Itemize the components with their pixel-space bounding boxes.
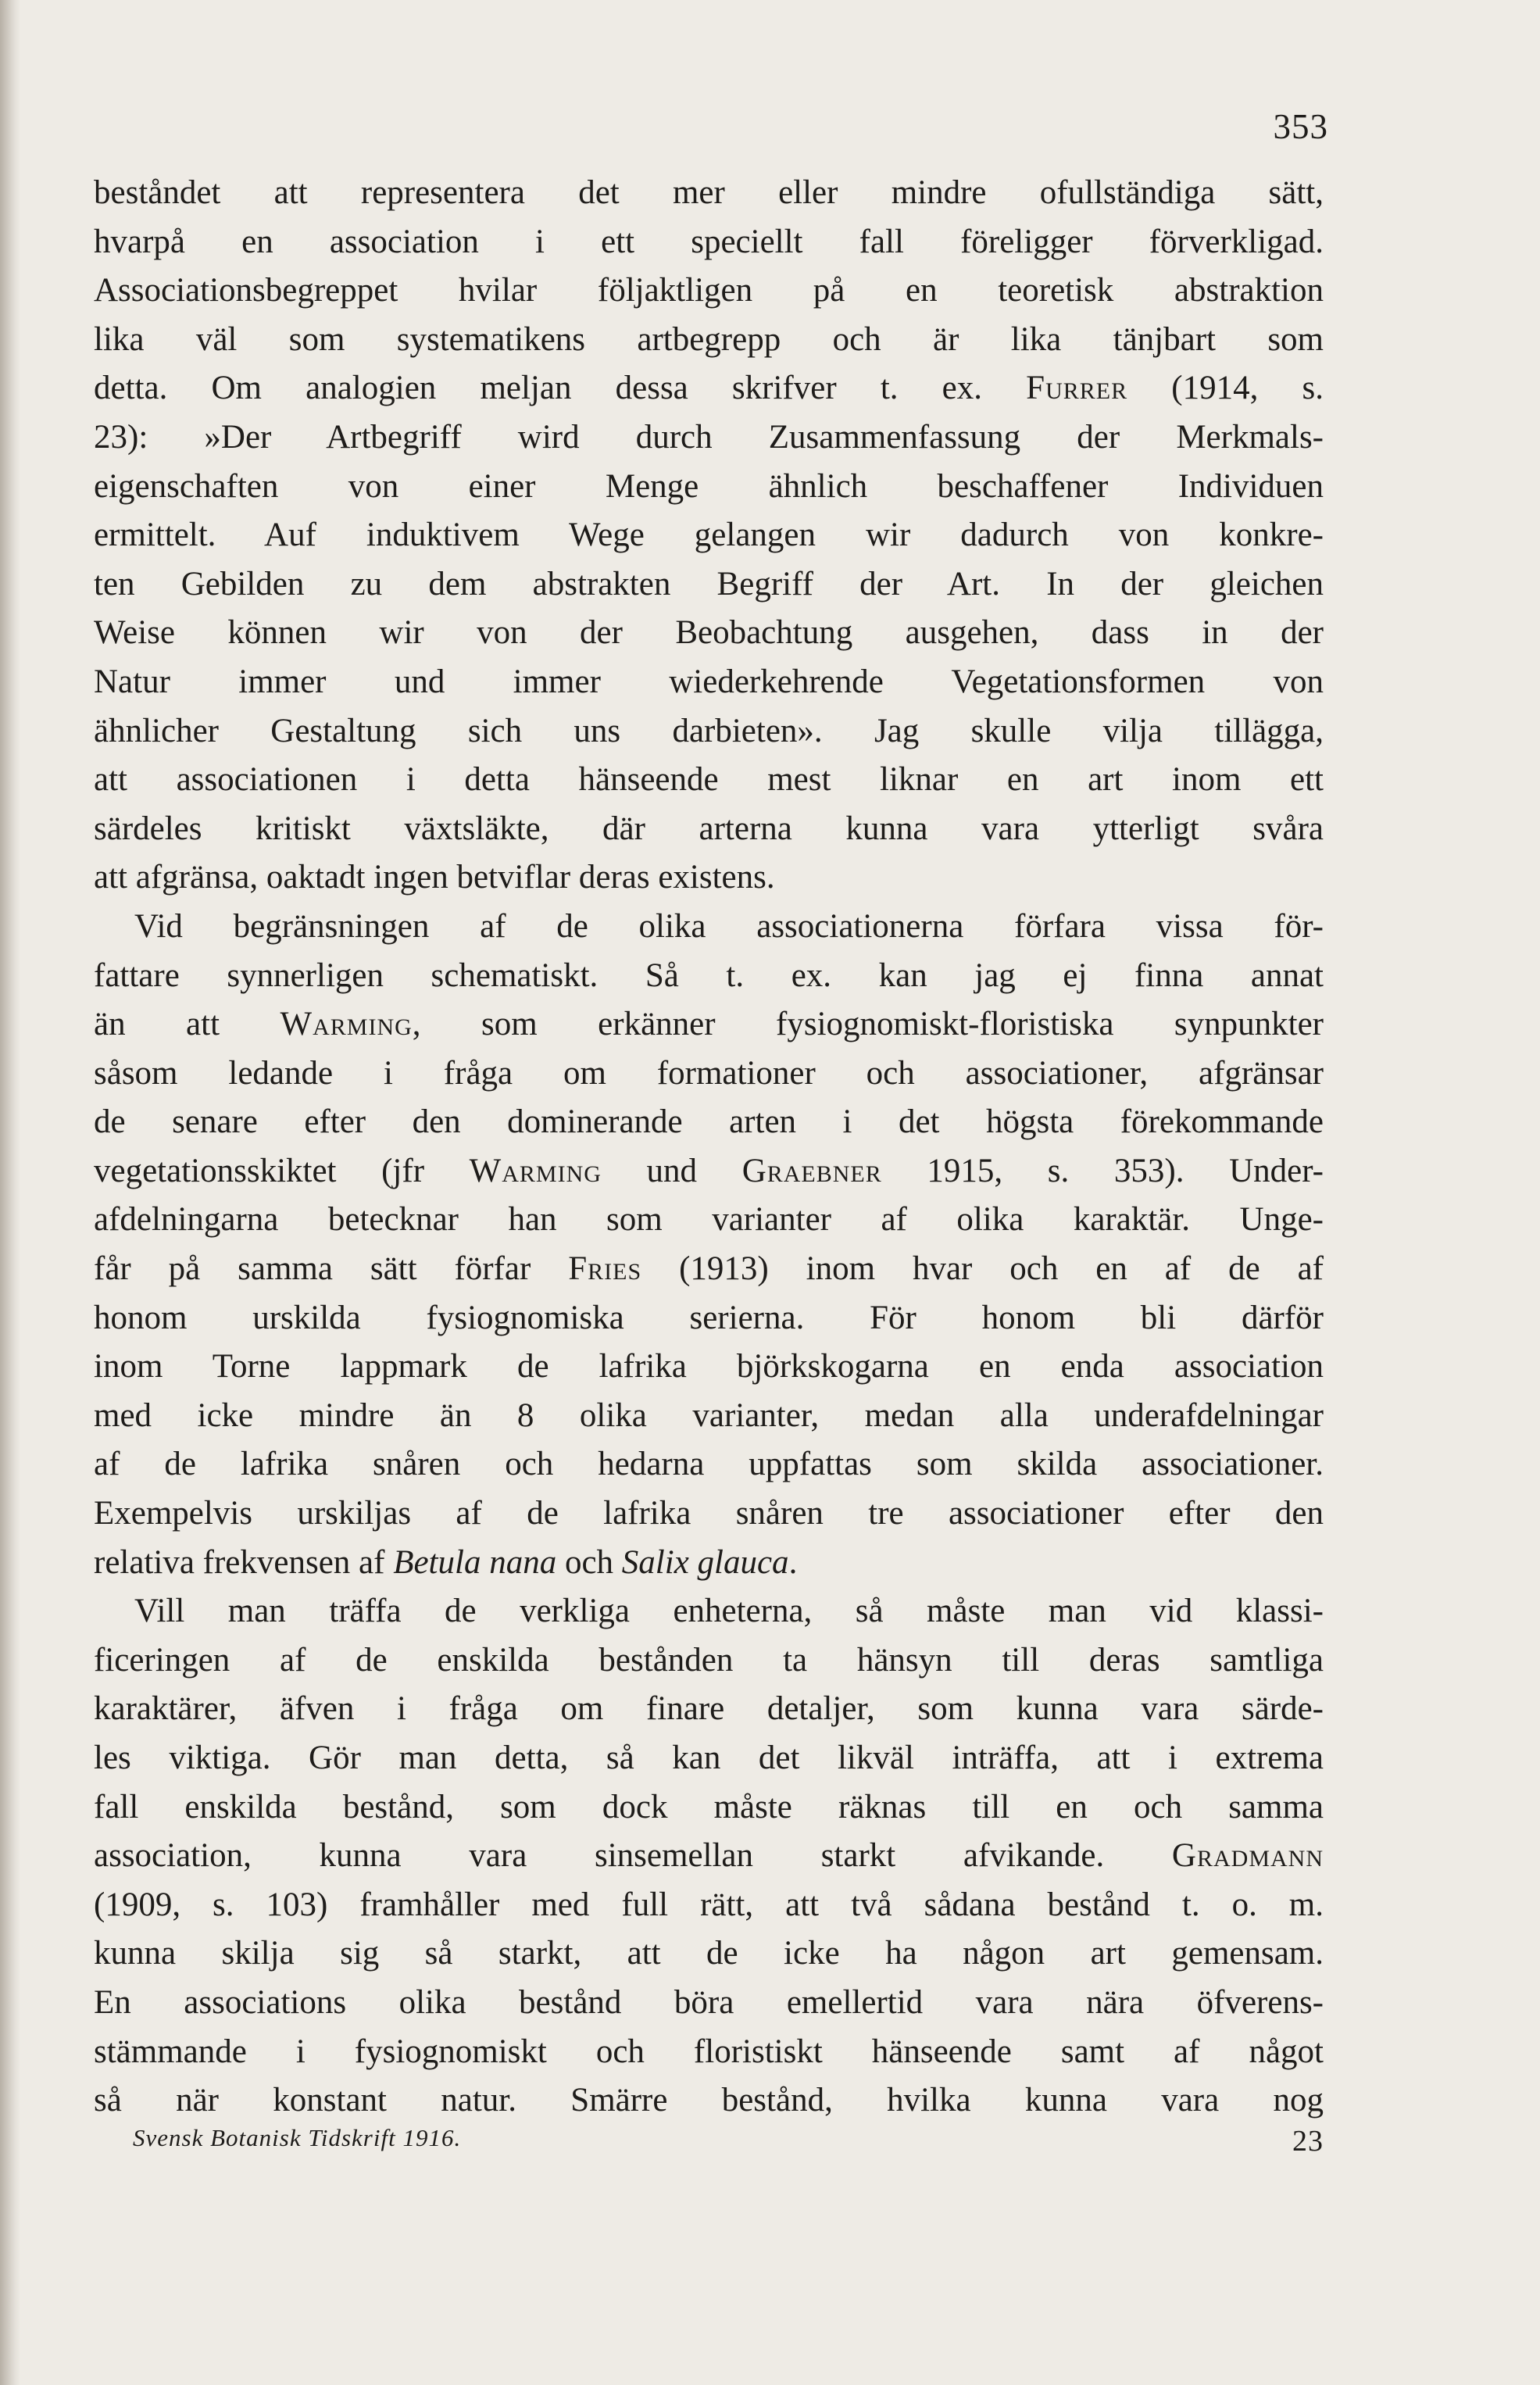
text-line: med icke mindre än 8 olika varianter, medan alla underafdelningar: [94, 1396, 1324, 1434]
text-line: Vid begränsningen af de olika associationerna förfara vissa för-: [134, 907, 1324, 945]
text-line: karaktärer, äfven i fråga om finare detaljer, som kunna vara särde-: [94, 1690, 1324, 1728]
text-line: association, kunna vara sinsemellan starkt afvikande. Gradmann: [94, 1837, 1324, 1875]
text-line: får på samma sätt förfar Fries (1913) inom hvar och en af de af: [94, 1250, 1324, 1288]
text-line: lika väl som systematikens artbegrepp och är lika tänjbart som: [94, 320, 1324, 358]
text-line: hvarpå en association i ett speciellt fall föreligger förverkligad.: [94, 223, 1324, 260]
text-line: ermittelt. Auf induktivem Wege gelangen wir dadurch von konkre-: [94, 517, 1324, 554]
text-line: ten Gebilden zu dem abstrakten Begriff der Art. In der gleichen: [94, 565, 1324, 603]
text-line: kunna skilja sig så starkt, att de icke ha någon art gemensam.: [94, 1935, 1324, 1972]
text-line: inom Torne lappmark de lafrika björkskogarna en enda association: [94, 1348, 1324, 1386]
body-text: [94, 169, 1324, 2126]
text-line: En associations olika bestånd böra emellertid vara nära öfverens-: [94, 1983, 1324, 2021]
author-name: Fries: [568, 1250, 642, 1288]
text-line: så när konstant natur. Smärre bestånd, hvilka kunna vara nog: [94, 2082, 1324, 2119]
page-footer: [133, 2124, 1324, 2158]
text-line: af de lafrika snåren och hedarna uppfattas som skilda associationer.: [94, 1446, 1324, 1483]
page-number: 353: [1273, 107, 1328, 146]
text-line: än att Warming, som erkänner fysiognomiskt-floristiska synpunkter: [94, 1006, 1324, 1043]
text-line: stämmande i fysiognomiskt och floristiskt hänseende samt af något: [94, 2033, 1324, 2070]
text-line: afdelningarna betecknar han som varianter af olika karaktär. Unge-: [94, 1201, 1324, 1239]
author-name: Warming: [280, 1006, 413, 1043]
author-name: Warming: [469, 1152, 602, 1189]
author-name: Furrer: [1026, 370, 1128, 407]
text-line: 23): »Der Artbegriff wird durch Zusammenfassung der Merkmals-: [94, 418, 1324, 456]
text-line: vegetationsskiktet (jfr Warming und Graebner 1915, s. 353). Under-: [94, 1152, 1324, 1189]
author-name: Graebner: [741, 1152, 882, 1189]
text-line: Weise können wir von der Beobachtung ausgehen, dass in der: [94, 614, 1324, 652]
text-line: detta. Om analogien meljan dessa skrifver t. ex. Furrer (1914, s.: [94, 370, 1324, 407]
signature-mark: 23: [1292, 2125, 1324, 2158]
text-line: ficeringen af de enskilda bestånden ta hänsyn till deras samtliga: [94, 1641, 1324, 1679]
italic-term: Salix glauca: [621, 1543, 789, 1581]
text-line: eigenschaften von einer Menge ähnlich beschaffener Individuen: [94, 467, 1324, 505]
author-name: Gradmann: [1171, 1837, 1324, 1875]
page-binding-shadow: [0, 0, 20, 2385]
text-line: fall enskilda bestånd, som dock måste räknas till en och samma: [94, 1788, 1324, 1825]
text-line: såsom ledande i fråga om formationer och associationer, afgränsar: [94, 1054, 1324, 1092]
text-line: Associationsbegreppet hvilar följaktligen på en teoretisk abstraktion: [94, 272, 1324, 309]
text-line: (1909, s. 103) framhåller med full rätt, att två sådana bestånd t. o. m.: [94, 1886, 1324, 1923]
text-line: att afgränsa, oaktadt ingen betviflar deras existens.: [94, 859, 775, 896]
text-line: Vill man träffa de verkliga enheterna, så måste man vid klassi-: [134, 1593, 1324, 1630]
text-line: Exempelvis urskiljas af de lafrika snåren tre associationer efter den: [94, 1495, 1324, 1532]
text-line: relativa frekvensen af Betula nana och Salix glauca.: [94, 1543, 798, 1581]
text-line: de senare efter den dominerande arten i det högsta förekommande: [94, 1103, 1324, 1141]
text-line: att associationen i detta hänseende mest liknar en art inom ett: [94, 761, 1324, 799]
text-line: les viktiga. Gör man detta, så kan det likväl inträffa, att i extrema: [94, 1740, 1324, 1776]
text-line: ähnlicher Gestaltung sich uns darbieten». Jag skulle vilja tillägga,: [94, 712, 1324, 749]
text-line: särdeles kritiskt växtsläkte, där arterna kunna vara ytterligt svåra: [94, 810, 1324, 847]
text-line: beståndet att representera det mer eller mindre ofullständiga sätt,: [94, 174, 1324, 211]
text-line: Natur immer und immer wiederkehrende Vegetationsformen von: [94, 663, 1324, 700]
text-line: honom urskilda fysiognomiska serierna. För honom bli därför: [94, 1299, 1324, 1336]
text-line: fattare synnerligen schematiskt. Så t. ex. kan jag ej finna annat: [94, 957, 1324, 994]
journal-citation: Svensk Botanisk Tidskrift 1916.: [133, 2124, 462, 2151]
italic-term: Betula nana: [393, 1543, 557, 1581]
